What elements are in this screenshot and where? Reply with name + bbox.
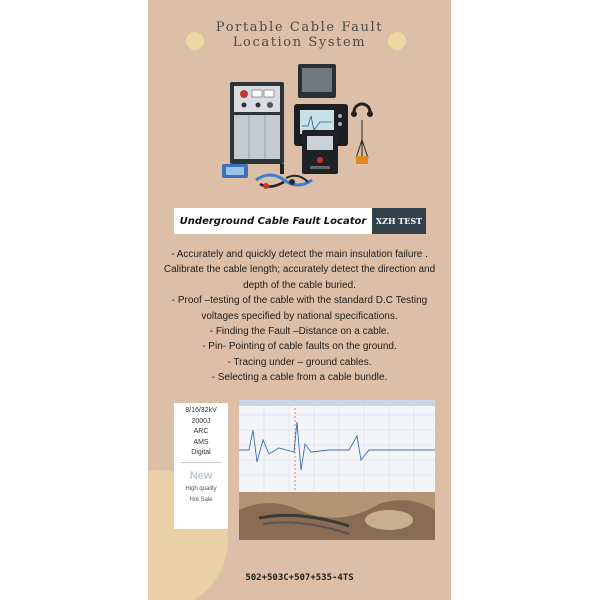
model-code: 502+503C+507+535-4TS (245, 573, 354, 583)
description-line: - Tracing under – ground cables. (227, 356, 372, 368)
poster-title-line-1: Portable Cable Fault (215, 20, 384, 35)
spec-digital: Digital (191, 449, 211, 456)
description-line: - Selecting a cable from a cable bundle. (211, 372, 388, 384)
product-poster (148, 0, 451, 600)
new-badge: New (189, 469, 213, 482)
description-line: depth of the cable buried. (243, 279, 356, 291)
spec-energy: 2000J (191, 417, 211, 425)
description-line: - Finding the Fault –Distance on a cable. (209, 326, 390, 338)
poster-title (148, 20, 451, 50)
product-name-banner: Underground Cable Fault Locator (174, 208, 372, 234)
spec-arc: ARC (193, 428, 209, 435)
spec-ams: AMS (193, 438, 209, 446)
brand-label: XZH TEST (372, 208, 426, 234)
equipment-photo (216, 60, 386, 200)
description-line: - Proof –testing of the cable with the standard D.C Testing (171, 295, 428, 307)
tag-high-quality: High quality (185, 485, 217, 492)
spec-card (174, 403, 228, 529)
description-line: - Accurately and quickly detect the main insulation failure . (171, 249, 428, 260)
description-line: voltages specified by national specifications. (201, 310, 398, 322)
tag-hot-sale: Hot Sale (189, 496, 213, 503)
spec-voltage: 8/16/32kV (185, 407, 217, 414)
waveform-and-trench-photo (239, 400, 435, 540)
feature-description (148, 247, 451, 386)
poster-title-line-2: Location System (232, 35, 367, 50)
divider (181, 462, 221, 463)
description-line: Calibrate the cable length; accurately detect the direction and (163, 264, 436, 276)
description-line: - Pin- Pointing of cable faults on the ground. (202, 341, 397, 353)
